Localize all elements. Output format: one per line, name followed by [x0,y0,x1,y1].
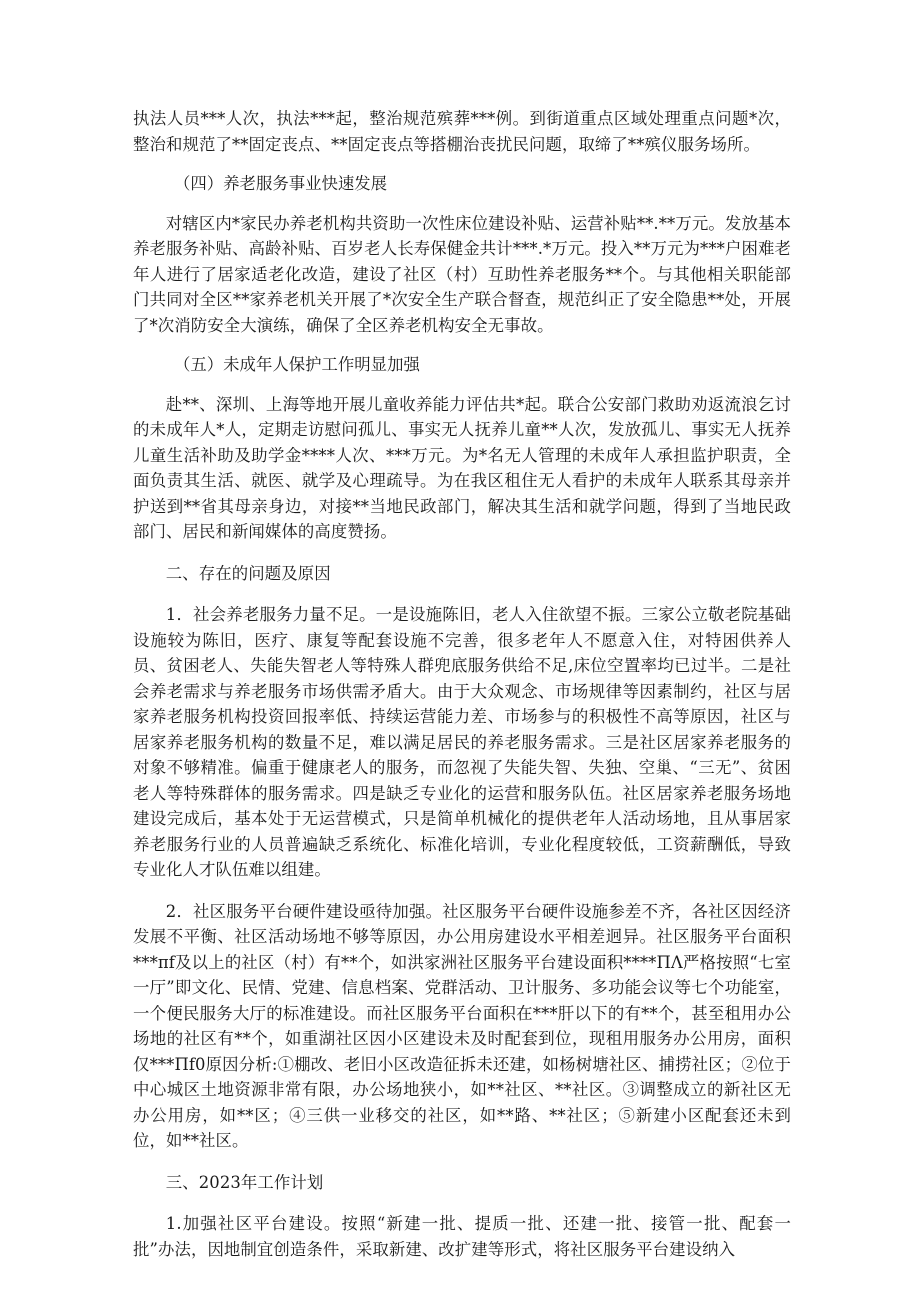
heading-problems: 二、存在的问题及原因 [165,563,331,583]
heading-minor-protection: （五）未成年人保护工作明显加强 [174,355,420,374]
paragraph-problem-2: 2．社区服务平台硬件建设亟待加强。社区服务平台硬件设施参差不齐，各社区因经济发展不平衡、社区活动场地不够等原因，办公用房建设水平相差迥异。社区服务平台面积***πf及以上的社区（村）有**个，如洪家洲社区服务平台建设面积****ΠΛ严格按照“七室一厅”即文化、民情、党建、信息档案、党群活动、卫计服务、多功能会议等七个功能室，一个便民服务大厅的标准建设。而社区服务平台面积在***肝以下的有**个，甚至租用办公场地的社区有**个，如重湖社区因小区建设未及时配套到位，现租用服务办公用房，面积仅***Πf0原因分析:①棚改、老旧小区改造征拆未还建，如杨树塘社区、捕捞社区；②位于中心城区土地资源非常有限，办公场地狭小，如**社区、**社区。③调整成立的新社区无办公用房，如**区；④三供一业移交的社区，如**路、**社区；⑤新建小区配套还未到位，如**社区。 [133,901,791,1150]
heading-elderly-services: （四）养老服务事业快速发展 [174,174,388,193]
document-page [133,106,791,1262]
paragraph-minor-protection: 赴**、深圳、上海等地开展儿童收养能力评估共*起。联合公安部门救助劝返流浪乞讨的未成年人*人，定期走访慰问孤儿、事实无人抚养儿童**人次，发放孤儿、事实无人抚养儿童生活补助及助学金****人次、***万元。为*名无人管理的未成年人承担监护职责，全面负责其生活、就医、就学及心理疏导。为在我区租住无人看护的未成年人联系其母亲并护送到**省其母亲身边，对接**当地民政部门，解决其生活和就学问题，得到了当地民政部门、居民和新闻媒体的高度赞扬。 [133,394,791,541]
paragraph-elderly-services: 对辖区内*家民办养老机构共资助一次性床位建设补贴、运营补贴**.**万元。发放基本养老服务补贴、高龄补贴、百岁老人长寿保健金共计***.*万元。投入**万元为***户困难老年人进行了居家适老化改造，建设了社区（村）互助性养老服务**个。与其他相关职能部门共同对全区**家养老机关开展了*次安全生产联合督查，规范纠正了安全隐患**处，开展了*次消防安全大演练，确保了全区养老机构安全无事故。 [133,213,791,335]
paragraph-plan-1: 1.加强社区平台建设。按照“新建一批、提质一批、还建一批、接管一批、配套一批”办法，因地制宜创造条件，采取新建、改扩建等形式，将社区服务平台建设纳入 [133,1214,791,1259]
paragraph-problem-1: 1．社会养老服务力量不足。一是设施陈旧，老人入住欲望不振。三家公立敬老院基础设施较为陈旧，医疗、康复等配套设施不完善，很多老年人不愿意入住，对特困供养人员、贫困老人、失能失智老人等特殊人群兜底服务供给不足,床位空置率均已过半。二是社会养老需求与养老服务市场供需矛盾大。由于大众观念、市场规律等因素制约，社区与居家养老服务机构投资回报率低、持续运营能力差、市场参与的积极性不高等原因，社区与居家养老服务机构的数量不足，难以满足居民的养老服务需求。三是社区居家养老服务的对象不够精准。偏重于健康老人的服务，而忽视了失能失智、失独、空巢、“三无”、贫困老人等特殊群体的服务需求。四是缺乏专业化的运营和服务队伍。社区居家养老服务场地建设完成后，基本处于无运营模式，只是简单机械化的提供老年人活动场地，且从事居家养老服务行业的人员普遍缺乏系统化、标准化培训，专业化程度较低，工资薪酬低，导致专业化人才队伍难以组建。 [133,605,791,879]
paragraph-continuation: 执法人员***人次，执法***起，整治规范殡葬***例。到街道重点区域处理重点问题*次，整治和规范了**固定丧点、**固定丧点等搭棚治丧扰民问题，取缔了**殡仪服务场所。 [133,109,791,154]
heading-work-plan: 三、2023年工作计划 [165,1172,324,1192]
